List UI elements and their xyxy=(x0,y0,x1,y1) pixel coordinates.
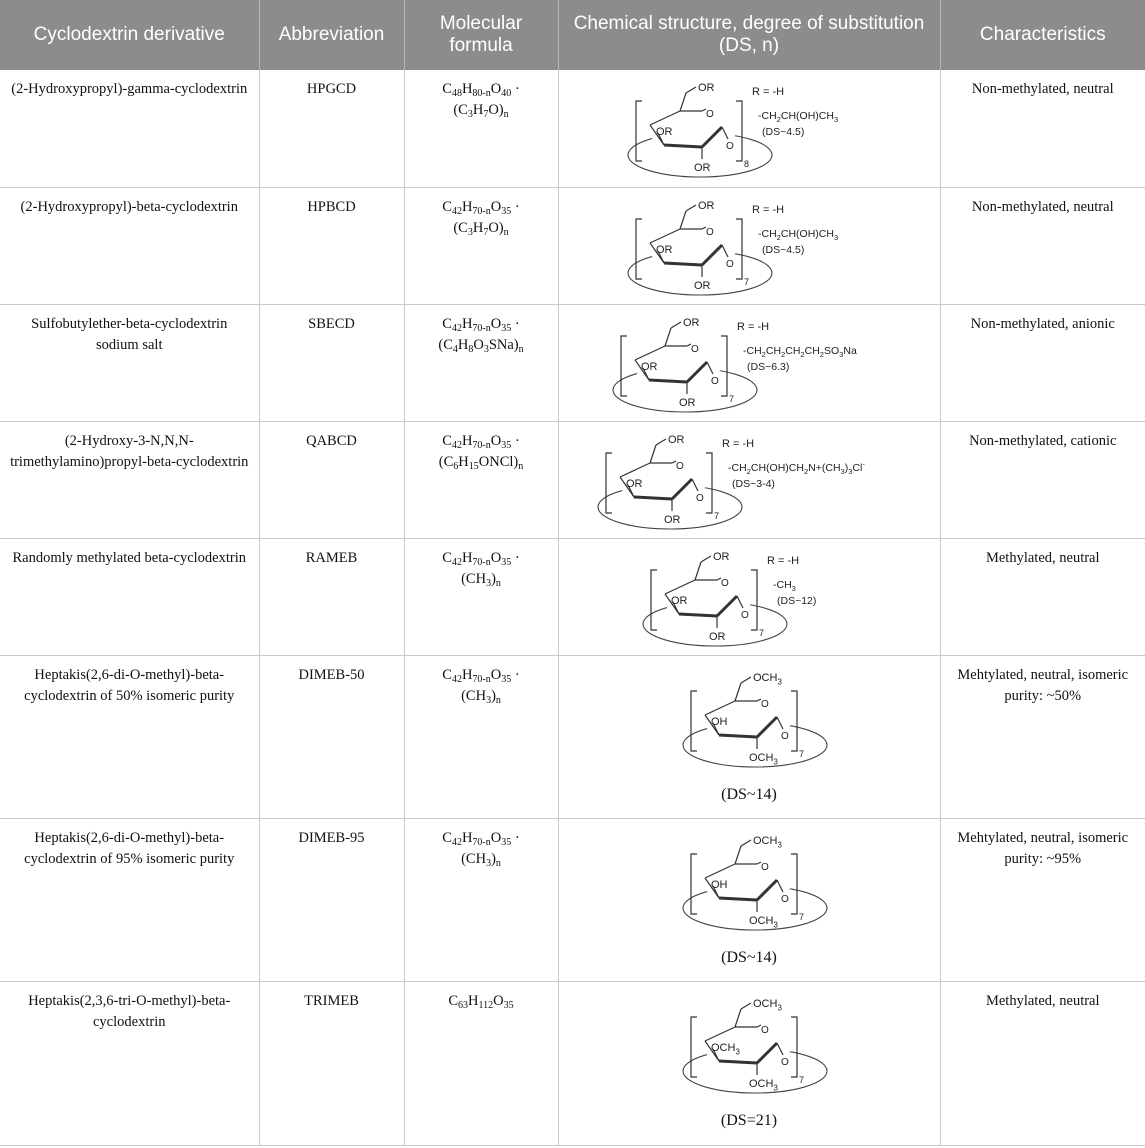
molecular-formula xyxy=(404,538,558,655)
glycosidic-oxygen-label: O xyxy=(711,375,719,387)
formula-line-1: $C_{42}H_{70-n}O_{35}$ · xyxy=(442,315,520,334)
left-bracket xyxy=(651,570,657,630)
structure-image xyxy=(594,431,904,529)
bottom-substituent-label: OR xyxy=(679,396,696,409)
r-group-alternative-label: $-CH_3$ xyxy=(773,578,796,593)
left-substituent-label: OR xyxy=(641,360,658,373)
degree-substitution-label: (DS~3-4) xyxy=(732,477,775,490)
ds-caption: (DS~14) xyxy=(721,785,777,803)
formula-line-2: $(CH_3)_n$ xyxy=(461,850,501,869)
left-substituent-label: OH xyxy=(711,878,728,891)
top-substituent-label: OR xyxy=(668,433,685,446)
table-row xyxy=(0,70,1145,187)
glycosidic-oxygen-label: O xyxy=(696,492,704,504)
molecular-formula xyxy=(404,655,558,818)
derivative-name: Heptakis(2,6-di-O-methyl)-beta-cyclodextrin of 95% isomeric purity xyxy=(0,818,259,981)
r-group-equals-label: R = -H xyxy=(737,320,770,333)
bottom-substituent-label: OR xyxy=(664,513,681,526)
right-bracket xyxy=(736,219,742,279)
r-group-equals-label: R = -H xyxy=(767,554,800,567)
header-derivative: Cyclodextrin derivative xyxy=(0,0,259,70)
left-substituent-label: OH xyxy=(711,715,728,728)
glycosidic-oxygen-label: O xyxy=(781,1056,789,1068)
molecular-formula xyxy=(404,304,558,421)
header-row xyxy=(0,0,1145,70)
left-bracket xyxy=(606,453,612,513)
formula-line-1: $C_{42}H_{70-n}O_{35}$ · xyxy=(442,829,520,848)
table-row xyxy=(0,304,1145,421)
degree-substitution-label: (DS~4.5) xyxy=(762,243,805,256)
left-substituent-label: OR xyxy=(626,477,643,490)
abbreviation: HPGCD xyxy=(259,70,404,187)
table-row xyxy=(0,818,1145,981)
derivative-name: (2-Hydroxypropyl)-beta-cyclodextrin xyxy=(0,187,259,304)
repeat-count-label: 7 xyxy=(714,510,720,521)
bottom-substituent-label: OR xyxy=(694,162,711,174)
ring-oxygen-label: O xyxy=(706,226,714,238)
ring-bond xyxy=(634,497,672,499)
table-row xyxy=(0,421,1145,538)
formula-line-1: $C_{42}H_{70-n}O_{35}$ · xyxy=(442,666,520,685)
characteristics: Mehtylated, neutral, isomeric purity: ~95% xyxy=(940,818,1145,981)
header-formula: Molecular formula xyxy=(404,0,558,70)
r-group-alternative-label: $-CH_2CH_2CH_2CH_2SO_3Na$ xyxy=(743,344,857,359)
ring-bond xyxy=(664,145,702,147)
table-row xyxy=(0,655,1145,818)
abbreviation: DIMEB-50 xyxy=(259,655,404,818)
repeat-count-label: 7 xyxy=(799,1074,805,1085)
bottom-substituent-label: OR xyxy=(694,279,711,292)
repeat-count-label: 7 xyxy=(799,748,805,759)
formula-line-1: $C_{42}H_{70-n}O_{35}$ · xyxy=(442,432,520,451)
degree-substitution-label: (DS~4.5) xyxy=(762,126,805,138)
table-row xyxy=(0,981,1145,1145)
derivative-name: Heptakis(2,6-di-O-methyl)-beta-cyclodextrin of 50% isomeric purity xyxy=(0,655,259,818)
top-substituent-label: $OCH_3$ xyxy=(753,671,782,686)
abbreviation: HPBCD xyxy=(259,187,404,304)
ring-oxygen-label: O xyxy=(761,698,769,710)
side-chain-bond xyxy=(671,322,681,328)
characteristics: Non-methylated, neutral xyxy=(940,70,1145,187)
characteristics: Non-methylated, anionic xyxy=(940,304,1145,421)
structure-image xyxy=(624,79,874,177)
bottom-substituent-label: $OCH_3$ xyxy=(749,914,778,929)
formula-line-2: $(C_4H_8O_3SNa)_n$ xyxy=(438,336,524,355)
ds-caption: (DS~14) xyxy=(721,948,777,966)
formula-line-1: $C_{42}H_{70-n}O_{35}$ · xyxy=(442,198,520,217)
ring-bond xyxy=(719,1061,757,1063)
top-substituent-label: OR xyxy=(713,550,730,563)
side-chain-bond xyxy=(741,677,751,683)
left-bracket xyxy=(636,219,642,279)
header-structure: Chemical structure, degree of substitution (DS, n) xyxy=(558,0,940,70)
structure-cell xyxy=(558,655,940,818)
formula-line-2: $(C_3H_7O)_n$ xyxy=(453,102,509,120)
formula-line-2: $(C_6H_{15}ONCl)_n$ xyxy=(438,453,524,472)
header-abbreviation: Abbreviation xyxy=(259,0,404,70)
ring-bond xyxy=(664,263,702,265)
bottom-substituent-label: OR xyxy=(709,630,726,643)
molecular-formula xyxy=(404,421,558,538)
table-row xyxy=(0,538,1145,655)
characteristics: Mehtylated, neutral, isomeric purity: ~50% xyxy=(940,655,1145,818)
ds-caption: (DS=21) xyxy=(720,1111,778,1129)
top-substituent-label: OR xyxy=(698,199,715,212)
molecular-formula xyxy=(404,187,558,304)
glycosidic-oxygen-label: O xyxy=(781,730,789,742)
top-substituent-label: OR xyxy=(698,82,715,94)
abbreviation: QABCD xyxy=(259,421,404,538)
glycosidic-oxygen-label: O xyxy=(781,893,789,905)
right-bracket xyxy=(736,101,742,161)
side-chain-bond xyxy=(686,205,696,211)
r-group-equals-label: R = -H xyxy=(722,437,755,450)
derivative-name: Randomly methylated beta-cyclodextrin xyxy=(0,538,259,655)
header-characteristics: Characteristics xyxy=(940,0,1145,70)
left-bracket xyxy=(636,101,642,161)
structure-image xyxy=(669,991,829,1096)
right-bracket xyxy=(721,336,727,396)
side-chain-bond xyxy=(701,556,711,562)
glycosidic-oxygen-label: O xyxy=(741,609,749,621)
repeat-count-label: 7 xyxy=(729,393,735,404)
derivative-name: (2-Hydroxypropyl)-gamma-cyclodextrin xyxy=(0,70,259,187)
characteristics: Methylated, neutral xyxy=(940,981,1145,1145)
abbreviation: TRIMEB xyxy=(259,981,404,1145)
structure-image xyxy=(624,197,874,295)
ring-oxygen-label: O xyxy=(721,577,729,589)
formula-line-2: $(CH_3)_n$ xyxy=(461,570,501,589)
right-bracket xyxy=(751,570,757,630)
abbreviation: SBECD xyxy=(259,304,404,421)
formula-line-1: $C_{63}H_{112}O_{35}$ xyxy=(448,992,514,1011)
left-substituent-label: OR xyxy=(671,594,688,607)
formula-line-1: $C_{42}H_{70-n}O_{35}$ · xyxy=(442,549,520,568)
left-substituent-label: OR xyxy=(656,126,673,138)
left-bracket xyxy=(691,691,697,751)
r-group-alternative-label: $-CH_2CH(OH)CH_3$ xyxy=(758,110,839,125)
molecular-formula xyxy=(404,981,558,1145)
side-chain-bond xyxy=(656,439,666,445)
ring-bond xyxy=(719,735,757,737)
degree-substitution-label: (DS~12) xyxy=(777,594,817,607)
top-substituent-label: $OCH_3$ xyxy=(753,834,782,849)
ring-oxygen-label: O xyxy=(761,1024,769,1036)
ring-oxygen-label: O xyxy=(691,343,699,355)
left-substituent-label: OR xyxy=(656,243,673,256)
r-group-equals-label: R = -H xyxy=(752,86,785,98)
side-chain-bond xyxy=(741,840,751,846)
structure-cell xyxy=(558,421,940,538)
characteristics: Non-methylated, neutral xyxy=(940,187,1145,304)
r-group-alternative-label: $-CH_2CH(OH)CH_3$ xyxy=(758,227,839,242)
abbreviation: RAMEB xyxy=(259,538,404,655)
characteristics: Methylated, neutral xyxy=(940,538,1145,655)
structure-cell xyxy=(558,981,940,1145)
right-bracket xyxy=(706,453,712,513)
left-bracket xyxy=(691,1017,697,1077)
ring-bond xyxy=(719,898,757,900)
side-chain-bond xyxy=(741,1003,751,1009)
ring-bond xyxy=(679,614,717,616)
bottom-substituent-label: $OCH_3$ xyxy=(749,1077,778,1092)
structure-image xyxy=(609,314,889,412)
r-group-equals-label: R = -H xyxy=(752,203,785,216)
structure-image xyxy=(639,548,859,646)
formula-line-2: $(CH_3)_n$ xyxy=(461,687,501,706)
repeat-count-label: 7 xyxy=(759,627,765,638)
table-row xyxy=(0,187,1145,304)
molecular-formula xyxy=(404,818,558,981)
derivative-name: Heptakis(2,3,6-tri-O-methyl)-beta-cyclodextrin xyxy=(0,981,259,1145)
bottom-substituent-label: $OCH_3$ xyxy=(749,751,778,766)
abbreviation: DIMEB-95 xyxy=(259,818,404,981)
right-bracket xyxy=(791,691,797,751)
right-bracket xyxy=(791,854,797,914)
right-bracket xyxy=(791,1017,797,1077)
structure-cell xyxy=(558,818,940,981)
left-bracket xyxy=(691,854,697,914)
repeat-count-label: 7 xyxy=(799,911,805,922)
molecular-formula xyxy=(404,70,558,187)
characteristics: Non-methylated, cationic xyxy=(940,421,1145,538)
formula-line-1: $C_{48}H_{80-n}O_{40}$ · xyxy=(442,81,520,99)
derivative-name: Sulfobutylether-beta-cyclodextrin sodium salt xyxy=(0,304,259,421)
structure-image xyxy=(669,828,829,933)
structure-image xyxy=(669,665,829,770)
top-substituent-label: OR xyxy=(683,316,700,329)
structure-cell xyxy=(558,538,940,655)
repeat-count-label: 8 xyxy=(744,159,750,169)
side-chain-bond xyxy=(686,87,696,93)
ring-bond xyxy=(649,380,687,382)
repeat-count-label: 7 xyxy=(744,276,750,287)
ring-oxygen-label: O xyxy=(676,460,684,472)
glycosidic-oxygen-label: O xyxy=(726,258,734,270)
formula-line-2: $(C_3H_7O)_n$ xyxy=(453,219,509,238)
left-bracket xyxy=(621,336,627,396)
left-substituent-label: $OCH_3$ xyxy=(711,1041,740,1056)
derivative-name: (2-Hydroxy-3-N,N,N-trimethylamino)propyl-beta-cyclodextrin xyxy=(0,421,259,538)
r-group-alternative-label: $-CH_2CH(OH)CH_2N+(CH_3)_3Cl^-$ xyxy=(728,459,865,476)
ring-oxygen-label: O xyxy=(761,861,769,873)
degree-substitution-label: (DS~6.3) xyxy=(747,360,790,373)
glycosidic-oxygen-label: O xyxy=(726,141,734,152)
structure-cell xyxy=(558,304,940,421)
structure-cell xyxy=(558,187,940,304)
ring-oxygen-label: O xyxy=(706,109,714,120)
top-substituent-label: $OCH_3$ xyxy=(753,997,782,1012)
structure-cell xyxy=(558,70,940,187)
